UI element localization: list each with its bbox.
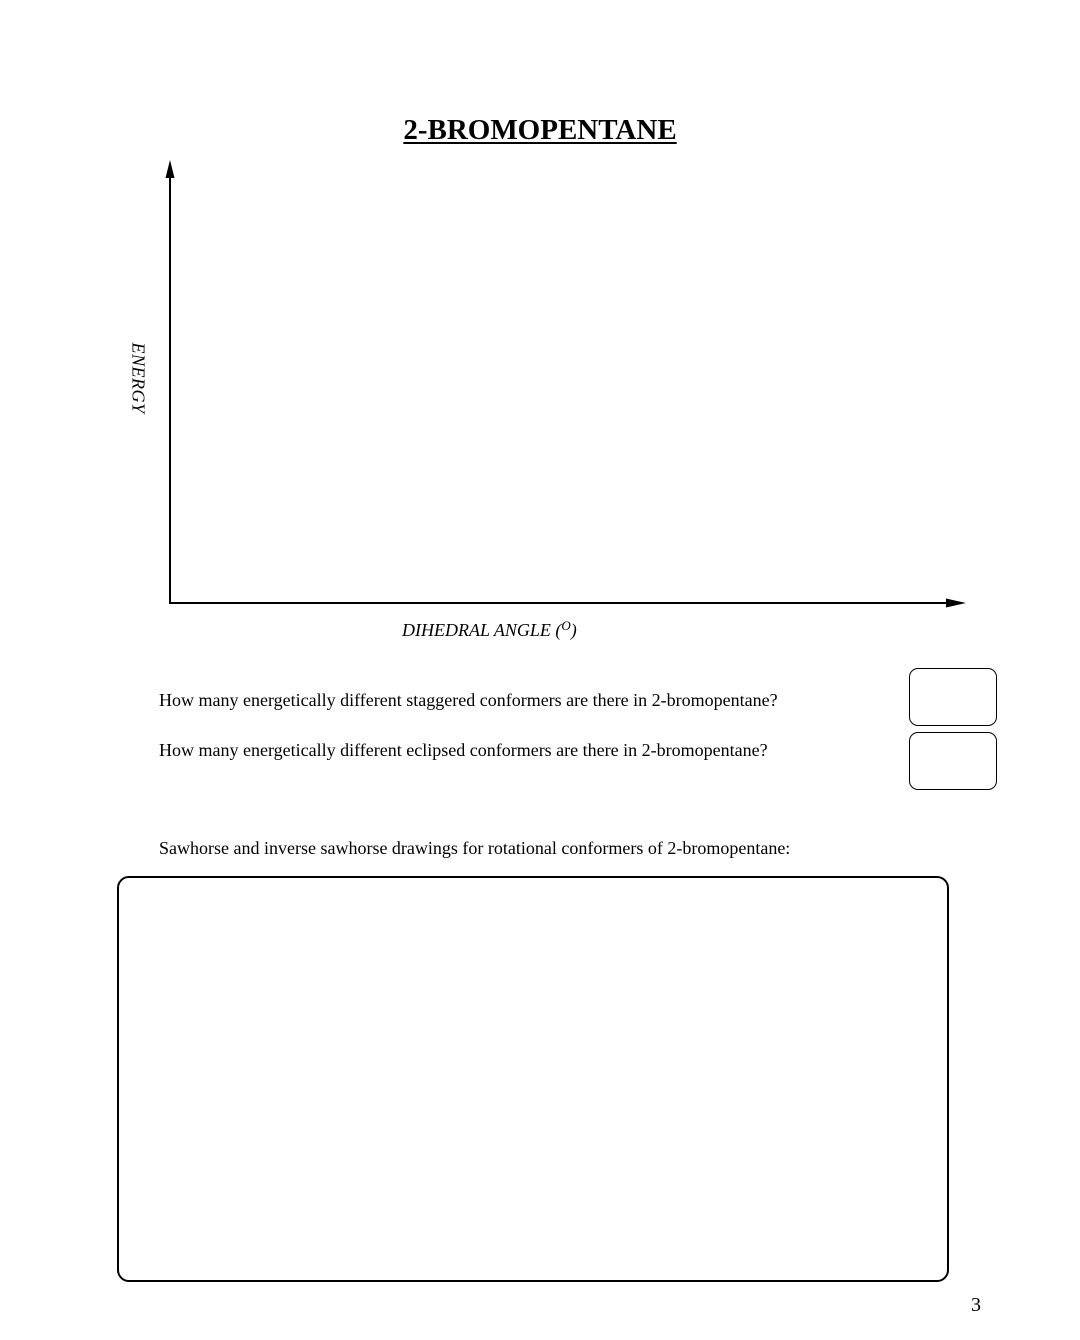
- y-axis-label: ENERGY: [128, 342, 149, 414]
- x-axis-label-text: DIHEDRAL ANGLE: [402, 620, 551, 640]
- degree-symbol: O: [561, 618, 571, 633]
- question-staggered: How many energetically different staggered conformers are there in 2-bromopentane?: [159, 690, 778, 710]
- sawhorse-drawing-area[interactable]: [117, 876, 949, 1282]
- y-axis-arrowhead: [166, 160, 175, 178]
- page-title: 2-BROMOPENTANE: [403, 114, 677, 146]
- x-axis-label: DIHEDRAL ANGLE ($^O$): [402, 618, 577, 640]
- answer-box-staggered[interactable]: [909, 668, 997, 726]
- page-number: 3: [971, 1294, 981, 1316]
- answer-box-eclipsed[interactable]: [909, 732, 997, 790]
- drawing-section-label: Sawhorse and inverse sawhorse drawings for rotational conformers of 2-bromopentane:: [159, 838, 791, 858]
- question-eclipsed: How many energetically different eclipsed conformers are there in 2-bromopentane?: [159, 740, 768, 760]
- x-axis-arrowhead: [946, 599, 966, 608]
